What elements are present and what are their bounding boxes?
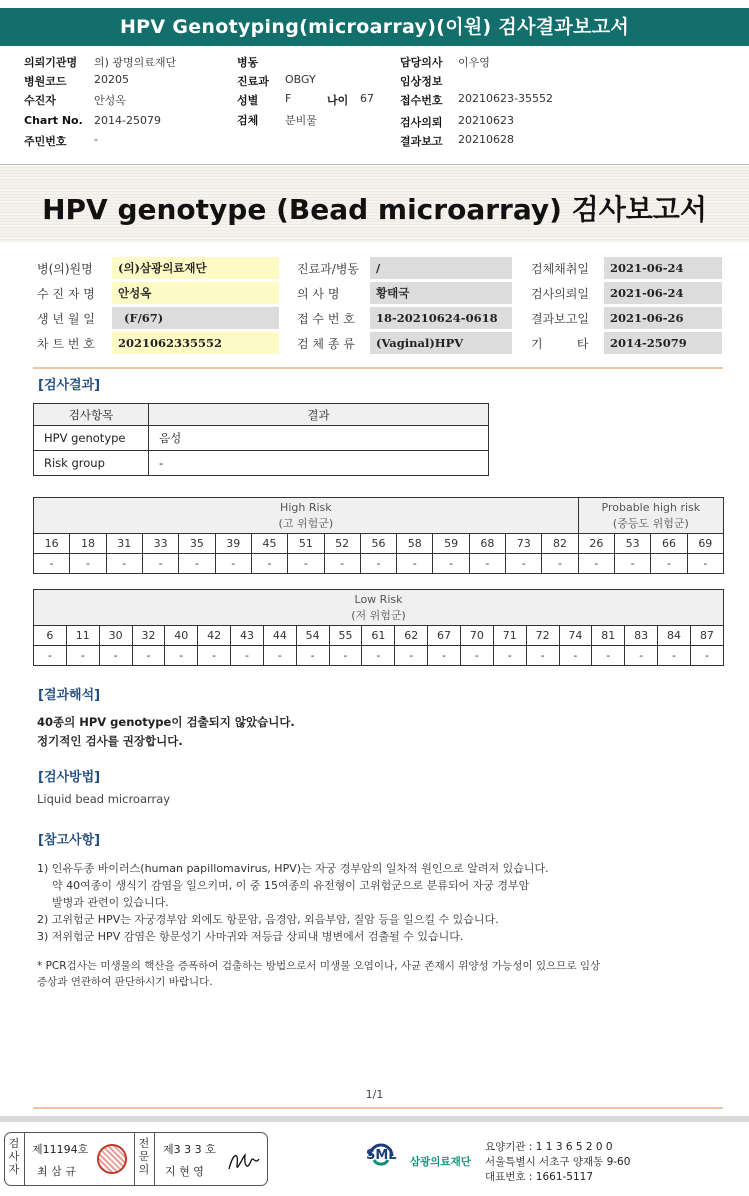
info-value: (F/67) bbox=[112, 307, 279, 329]
hpv-type-cell: 59 bbox=[433, 534, 469, 554]
reference-item: 2) 고위험군 HPV는 자궁경부암 외에도 항문암, 음경암, 외음부암, 질암 등을 일으킬 수 있습니다. bbox=[37, 913, 499, 926]
results-col-result: 결과 bbox=[149, 404, 489, 426]
footer-divider bbox=[33, 1107, 723, 1109]
hpv-type-cell: 18 bbox=[70, 534, 106, 554]
header-label: 임상정보 bbox=[400, 75, 443, 88]
header-label: 접수번호 bbox=[400, 94, 443, 107]
low-risk-header bbox=[34, 590, 724, 626]
hpv-type-cell: 33 bbox=[142, 534, 178, 554]
info-label: 수 진 자 명 bbox=[37, 287, 95, 301]
references-section-title: [참고사항] bbox=[38, 833, 101, 848]
header-label: 성별 bbox=[237, 94, 259, 107]
header-value: 안성옥 bbox=[94, 94, 126, 107]
hpv-type-cell: 39 bbox=[215, 534, 251, 554]
hpv-result-cell: - bbox=[687, 554, 723, 574]
hpv-result-cell: - bbox=[615, 554, 651, 574]
hpv-result-cell: - bbox=[70, 554, 106, 574]
info-label: 병(의)원명 bbox=[37, 262, 93, 276]
hpv-result-cell: - bbox=[198, 646, 231, 666]
sml-logo-text: SML bbox=[366, 1148, 397, 1163]
info-value: 2021-06-24 bbox=[604, 257, 722, 279]
hpv-result-cell: - bbox=[362, 646, 395, 666]
organization-name: 삼광의료재단 bbox=[410, 1156, 471, 1168]
hpv-type-cell: 70 bbox=[460, 626, 493, 646]
results-value: 음성 bbox=[149, 426, 489, 451]
header-label: 결과보고 bbox=[400, 135, 443, 148]
results-col-item: 검사항목 bbox=[34, 404, 149, 426]
reference-item: 발병과 관련이 있습니다. bbox=[52, 896, 169, 909]
hpv-type-cell: 69 bbox=[687, 534, 723, 554]
interpretation-line: 정기적인 검사를 권장합니다. bbox=[37, 734, 183, 748]
hpv-result-cell: - bbox=[34, 646, 67, 666]
header-label: 의뢰기관명 bbox=[24, 56, 78, 69]
table-row bbox=[34, 626, 724, 646]
hpv-result-cell: - bbox=[395, 646, 428, 666]
interpretation-section-title: [결과해석] bbox=[38, 688, 101, 703]
method-section-title: [검사방법] bbox=[38, 770, 101, 785]
hpv-type-cell: 83 bbox=[625, 626, 658, 646]
header-label: 담당의사 bbox=[400, 56, 443, 69]
hpv-type-cell: 43 bbox=[231, 626, 264, 646]
hpv-result-cell: - bbox=[106, 554, 142, 574]
hpv-type-cell: 6 bbox=[34, 626, 67, 646]
hpv-result-cell: - bbox=[179, 554, 215, 574]
hpv-result-cell: - bbox=[34, 554, 70, 574]
low-risk-subtitle: (저 위험군) bbox=[351, 608, 406, 622]
hpv-type-cell: 30 bbox=[99, 626, 132, 646]
info-label: 생 년 월 일 bbox=[37, 312, 95, 326]
info-value: 2021-06-26 bbox=[604, 307, 722, 329]
reference-item: 1) 인유두종 바이러스(human papillomavirus, HPV)는 자궁 경부암의 일차적 원인으로 알려져 있습니다. bbox=[37, 862, 549, 875]
hpv-result-cell: - bbox=[324, 554, 360, 574]
header-value: 의) 광명의료재단 bbox=[94, 56, 177, 69]
high-risk-subtitle: (고 위험군) bbox=[278, 516, 334, 530]
info-value: 황태국 bbox=[370, 282, 512, 304]
hpv-result-cell: - bbox=[360, 554, 396, 574]
hpv-result-cell: - bbox=[428, 646, 461, 666]
header-label: 검체 bbox=[237, 114, 259, 127]
header-value: 이우영 bbox=[458, 56, 490, 69]
signature-box bbox=[4, 1132, 268, 1186]
hpv-type-cell: 61 bbox=[362, 626, 395, 646]
hpv-result-cell: - bbox=[251, 554, 287, 574]
hpv-type-cell: 11 bbox=[66, 626, 99, 646]
hpv-type-cell: 16 bbox=[34, 534, 70, 554]
hpv-type-cell: 53 bbox=[615, 534, 651, 554]
section-divider bbox=[33, 367, 723, 369]
hpv-type-cell: 72 bbox=[526, 626, 559, 646]
doctor-name: 지 현 영 bbox=[165, 1165, 204, 1178]
table-row bbox=[34, 426, 489, 451]
hpv-type-cell: 40 bbox=[165, 626, 198, 646]
hpv-type-cell: 52 bbox=[324, 534, 360, 554]
info-value: (Vaginal)HPV bbox=[370, 332, 512, 354]
hpv-type-cell: 68 bbox=[469, 534, 505, 554]
info-value: 2021-06-24 bbox=[604, 282, 722, 304]
hpv-type-cell: 81 bbox=[592, 626, 625, 646]
method-text: Liquid bead microarray bbox=[37, 792, 171, 806]
pcr-note bbox=[37, 958, 717, 990]
org-address: 서울특별시 서초구 양재동 9-60 bbox=[485, 1156, 631, 1168]
table-row bbox=[34, 534, 724, 554]
hpv-type-cell: 42 bbox=[198, 626, 231, 646]
hpv-result-cell: - bbox=[506, 554, 542, 574]
hpv-result-cell: - bbox=[625, 646, 658, 666]
header-value: 2014-25079 bbox=[94, 114, 161, 127]
doctor-label: 전 문 의 bbox=[138, 1137, 150, 1176]
hpv-result-cell: - bbox=[433, 554, 469, 574]
hpv-type-cell: 45 bbox=[251, 534, 287, 554]
report-banner-title: HPV Genotyping(microarray)(이원) 검사결과보고서 bbox=[0, 8, 749, 46]
header-value: - bbox=[94, 133, 98, 146]
hpv-result-cell: - bbox=[263, 646, 296, 666]
results-value: - bbox=[149, 451, 489, 476]
hpv-result-cell: - bbox=[658, 646, 691, 666]
table-row bbox=[34, 451, 489, 476]
header-label: Chart No. bbox=[24, 114, 83, 127]
hpv-type-cell: 51 bbox=[288, 534, 324, 554]
hpv-result-cell: - bbox=[215, 554, 251, 574]
header-label: 검사의뢰 bbox=[400, 116, 443, 129]
info-value: 18-20210624-0618 bbox=[370, 307, 512, 329]
header-value: 20210623-35552 bbox=[458, 92, 553, 105]
header-value: 분비물 bbox=[285, 114, 317, 127]
hpv-type-cell: 82 bbox=[542, 534, 578, 554]
info-label: 검 체 종 류 bbox=[297, 337, 355, 351]
hpv-result-cell: - bbox=[296, 646, 329, 666]
org-code: 요양기관 : 1 1 3 6 5 2 0 0 bbox=[485, 1141, 613, 1153]
org-phone: 대표번호 : 1661-5117 bbox=[485, 1171, 594, 1183]
info-label: 의 사 명 bbox=[297, 287, 340, 301]
reference-item: 약 40여종이 생식기 감염을 일으키며, 이 중 15여종의 유전형이 고위험군으로 분류되어 자궁 경부암 bbox=[52, 879, 530, 892]
header-info bbox=[24, 54, 734, 154]
hpv-type-cell: 71 bbox=[493, 626, 526, 646]
high-risk-table bbox=[33, 497, 724, 574]
high-risk-header bbox=[34, 498, 579, 534]
hpv-type-cell: 62 bbox=[395, 626, 428, 646]
inspector-license: 제11194호 bbox=[32, 1143, 89, 1156]
header-label: 나이 bbox=[327, 94, 349, 107]
note-line: 증상과 연관하여 판단하시기 바랍니다. bbox=[37, 976, 213, 988]
header-label: 주민번호 bbox=[24, 135, 67, 148]
organization-info bbox=[485, 1140, 630, 1185]
hpv-result-cell: - bbox=[578, 554, 614, 574]
hpv-result-cell: - bbox=[460, 646, 493, 666]
hpv-result-cell: - bbox=[329, 646, 362, 666]
hpv-type-cell: 54 bbox=[296, 626, 329, 646]
hpv-type-cell: 87 bbox=[690, 626, 723, 646]
hpv-result-cell: - bbox=[132, 646, 165, 666]
hpv-type-cell: 44 bbox=[263, 626, 296, 646]
hpv-type-cell: 74 bbox=[559, 626, 592, 646]
info-label: 결과보고일 bbox=[531, 312, 589, 326]
references-list bbox=[37, 860, 717, 945]
table-row bbox=[34, 554, 724, 574]
hpv-result-cell: - bbox=[397, 554, 433, 574]
hpv-result-cell: - bbox=[592, 646, 625, 666]
info-value: / bbox=[370, 257, 512, 279]
page-number: 1/1 bbox=[365, 1088, 384, 1101]
hpv-result-cell: - bbox=[469, 554, 505, 574]
results-item: HPV genotype bbox=[34, 426, 149, 451]
hpv-result-cell: - bbox=[542, 554, 578, 574]
hpv-type-cell: 66 bbox=[651, 534, 687, 554]
hpv-type-cell: 32 bbox=[132, 626, 165, 646]
header-value: 20205 bbox=[94, 73, 129, 86]
header-label: 진료과 bbox=[237, 75, 269, 88]
info-label: 검체채취일 bbox=[531, 262, 589, 276]
low-risk-table bbox=[33, 589, 724, 666]
official-seal-stamp bbox=[97, 1144, 127, 1174]
hpv-result-cell: - bbox=[526, 646, 559, 666]
hpv-type-cell: 84 bbox=[658, 626, 691, 646]
header-label: 병원코드 bbox=[24, 75, 67, 88]
header-value: 20210628 bbox=[458, 133, 514, 146]
info-label: 기 타 bbox=[531, 337, 589, 351]
hpv-result-cell: - bbox=[559, 646, 592, 666]
results-item: Risk group bbox=[34, 451, 149, 476]
hpv-type-cell: 67 bbox=[428, 626, 461, 646]
info-value: (의)삼광의료재단 bbox=[112, 257, 279, 279]
header-value: 20210623 bbox=[458, 114, 514, 127]
info-label: 진료과/병동 bbox=[297, 262, 360, 276]
results-section-title: [검사결과] bbox=[38, 378, 101, 393]
high-risk-title: High Risk bbox=[280, 500, 332, 514]
note-line: * PCR검사는 미생물의 핵산을 증폭하여 검출하는 방법으로서 미생물 오염이나, 사균 존재시 위양성 가능성이 있으므로 임상 bbox=[37, 960, 601, 972]
hpv-type-cell: 73 bbox=[506, 534, 542, 554]
info-value: 2014-25079 bbox=[604, 332, 722, 354]
hpv-result-cell: - bbox=[142, 554, 178, 574]
hpv-result-cell: - bbox=[66, 646, 99, 666]
reference-item: 3) 저위험군 HPV 감염은 항문성기 사마귀와 저등급 상피내 병변에서 검출될 수 있습니다. bbox=[37, 930, 464, 943]
header-label: 수진자 bbox=[24, 94, 56, 107]
hpv-result-cell: - bbox=[288, 554, 324, 574]
hpv-result-cell: - bbox=[651, 554, 687, 574]
hpv-result-cell: - bbox=[231, 646, 264, 666]
inspector-name: 최 삼 규 bbox=[37, 1165, 76, 1178]
hpv-type-cell: 26 bbox=[578, 534, 614, 554]
info-label: 검사의뢰일 bbox=[531, 287, 589, 301]
hpv-type-cell: 55 bbox=[329, 626, 362, 646]
results-table bbox=[33, 403, 489, 476]
low-risk-title: Low Risk bbox=[354, 592, 403, 606]
info-label: 접 수 번 호 bbox=[297, 312, 355, 326]
hpv-type-cell: 56 bbox=[360, 534, 396, 554]
probable-risk-title: Probable high risk bbox=[601, 500, 701, 514]
table-row bbox=[34, 646, 724, 666]
hpv-type-cell: 58 bbox=[397, 534, 433, 554]
info-value: 안성옥 bbox=[112, 282, 279, 304]
header-label: 병동 bbox=[237, 56, 259, 69]
header-value: F bbox=[285, 92, 292, 105]
interpretation-line: 40종의 HPV genotype이 검출되지 않았습니다. bbox=[37, 715, 295, 729]
probable-risk-subtitle: (중등도 위험군) bbox=[612, 516, 689, 530]
header-divider bbox=[0, 164, 749, 165]
inspector-label: 검 사 자 bbox=[8, 1137, 20, 1176]
header-value: 67 bbox=[360, 92, 374, 105]
hpv-result-cell: - bbox=[493, 646, 526, 666]
info-label: 차 트 번 호 bbox=[37, 337, 95, 351]
hpv-result-cell: - bbox=[165, 646, 198, 666]
header-value: OBGY bbox=[285, 73, 316, 86]
hpv-result-cell: - bbox=[690, 646, 723, 666]
hpv-type-cell: 31 bbox=[106, 534, 142, 554]
report-title: HPV genotype (Bead microarray) 검사보고서 bbox=[42, 193, 707, 226]
hpv-type-cell: 35 bbox=[179, 534, 215, 554]
info-value: 2021062335552 bbox=[112, 332, 279, 354]
doctor-license: 제3 3 3 호 bbox=[163, 1143, 216, 1156]
probable-risk-header bbox=[578, 498, 723, 534]
doctor-signature bbox=[225, 1147, 261, 1175]
hpv-result-cell: - bbox=[99, 646, 132, 666]
